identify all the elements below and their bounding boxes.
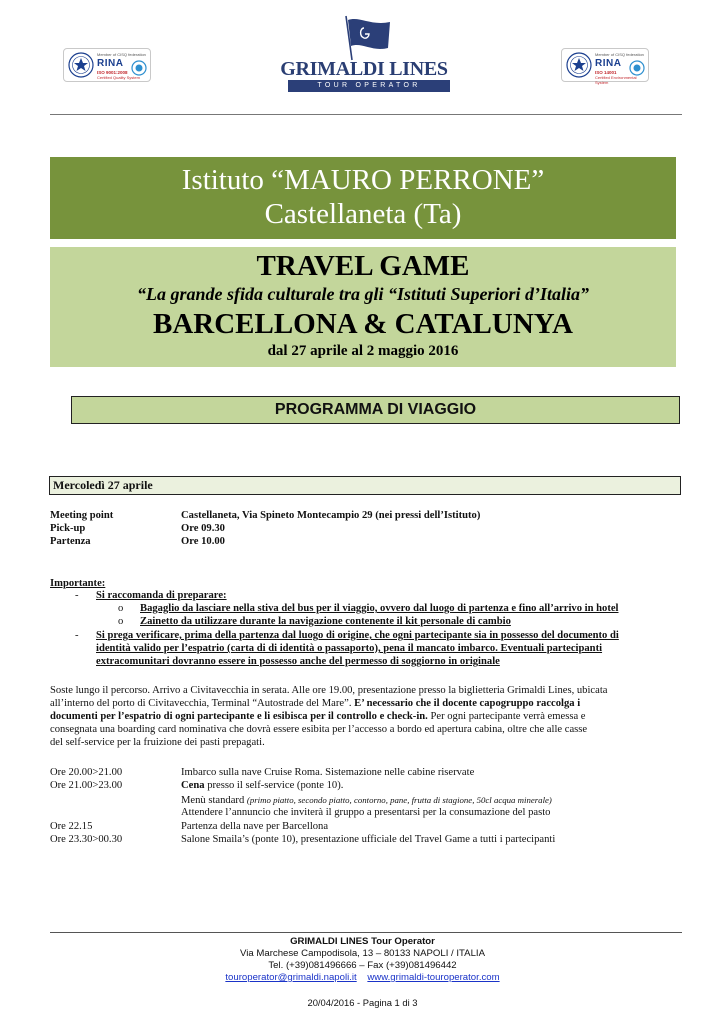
program-heading: PROGRAMMA DI VIAGGIO <box>71 396 680 424</box>
detail-label: Pick-up <box>50 523 86 534</box>
bullet-text: identità valido per l’espatrio (carta di di identità o passaporto), pena il mancato imbarco. Eventuali partecipanti <box>96 643 603 654</box>
bullet-dash: - <box>75 590 79 601</box>
rina-certification-logo-right <box>561 48 649 85</box>
event-title: TRAVEL GAME <box>256 250 470 282</box>
bullet-subtext: Zainetto da utilizzare durante la navigazione contenente il kit personale di cambio <box>140 616 511 627</box>
school-name: Istituto “MAURO PERRONE” <box>181 164 545 196</box>
rina-seal-icon <box>68 52 94 78</box>
paragraph-bold-text: documenti per l’espatrio di ogni partecipante e li esibisca per il controllo e check-in. <box>50 711 428 722</box>
footer-address: Via Marchese Campodisola, 13 – 80133 NAPOLI / ITALIA <box>240 948 485 959</box>
rina-seal-icon <box>566 52 592 78</box>
bullet-subtext: Bagaglio da lasciare nella stiva del bus per il viaggio, ovvero dal luogo di partenza e fino all’arrivo in hotel <box>140 603 619 614</box>
paragraph-text: Per ogni partecipante verrà emessa e <box>430 711 586 722</box>
bullet-dash: - <box>75 630 79 641</box>
schedule-text: Attendere l’annuncio che inviterà il gruppo a presentarsi per la consumazione del pasto <box>181 807 551 818</box>
bullet-circle: o <box>118 616 124 627</box>
schedule-text <box>181 794 552 807</box>
schedule-text: Imbarco sulla nave Cruise Roma. Sistemazione nelle cabine riservate <box>181 767 475 778</box>
important-label: Importante: <box>50 578 106 589</box>
detail-value: Ore 09.30 <box>181 523 225 534</box>
cert-sub: Certified Environmental System <box>595 75 637 85</box>
schedule-time: Ore 20.00>21.00 <box>50 767 123 778</box>
cert-note: Member of CISQ federation <box>97 52 146 57</box>
cert-note: Member of CISQ federation <box>595 52 644 57</box>
cert-sub: Certified Quality System <box>97 75 140 80</box>
grimaldi-flag-logo-icon <box>338 14 394 62</box>
schedule-time: Ore 21.00>23.00 <box>50 780 123 791</box>
schedule-note: (primo piatto, secondo piatto, contorno, pane, frutta di stagione, 50cl acqua minerale) <box>246 795 552 805</box>
detail-value: Ore 10.00 <box>181 536 225 547</box>
paragraph-line: del self-service per la fruizione dei pasti prepagati. <box>50 737 265 748</box>
cert-iso: ISO 9001:2008 <box>97 70 128 75</box>
day-heading: Mercoledì 27 aprile <box>49 476 681 495</box>
paragraph-line <box>50 698 580 710</box>
header-divider <box>50 114 682 115</box>
event-dates: dal 27 aprile al 2 maggio 2016 <box>267 343 459 359</box>
schedule-plain-text: presso il self-service (ponte 10). <box>207 780 344 791</box>
school-location: Castellaneta (Ta) <box>264 198 462 230</box>
schedule-plain-text: Menù standard <box>181 795 245 806</box>
event-banner <box>50 247 676 367</box>
brand-name: GRIMALDI LINES <box>280 58 448 80</box>
detail-label: Partenza <box>50 536 91 547</box>
footer-page-info: 20/04/2016 - Pagina 1 di 3 <box>307 997 418 1008</box>
iqnet-icon <box>629 60 645 76</box>
iqnet-icon <box>131 60 147 76</box>
schedule-time: Ore 23.30>00.30 <box>50 834 123 845</box>
schedule-bold-text: Cena <box>181 780 205 791</box>
schedule-text: Partenza della nave per Barcellona <box>181 821 329 832</box>
paragraph-line <box>50 711 586 723</box>
paragraph-line: consegnata una boarding card nominativa che dovrà essere esibita per l’accesso a bordo ed apertura cabina, oltre che alle casse <box>50 724 588 735</box>
detail-label: Meeting point <box>50 510 114 521</box>
bullet-circle: o <box>118 603 124 614</box>
event-subtitle: “La grande sfida culturale tra gli “Istituti Superiori d’Italia” <box>136 284 590 304</box>
footer-divider <box>50 932 682 933</box>
rina-certification-logo-left <box>63 48 151 82</box>
bullet-text: Si prega verificare, prima della partenza dal luogo di origine, che ogni partecipante sia in possesso del documento di <box>96 630 619 641</box>
schedule-text <box>181 780 343 792</box>
bullet-text: Si raccomanda di preparare: <box>96 590 227 601</box>
schedule-text: Salone Smaila’s (ponte 10), presentazione ufficiale del Travel Game a tutti i partecipanti <box>181 834 556 845</box>
paragraph-text: all’interno del porto di Civitavecchia, Terminal “Autostrade del Mare”. <box>50 698 352 709</box>
detail-value: Castellaneta, Via Spineto Montecampio 29 (nei pressi dell’Istituto) <box>181 510 481 521</box>
schedule-time: Ore 22.15 <box>50 821 93 832</box>
event-destination: BARCELLONA & CATALUNYA <box>152 308 574 340</box>
paragraph-line: Soste lungo il percorso. Arrivo a Civitavecchia in serata. Alle ore 19.00, presentazione presso la biglietteria Grimaldi Lines, ubicata <box>50 685 608 696</box>
page-header <box>0 0 725 118</box>
footer-email-link[interactable]: touroperator@grimaldi.napoli.it <box>225 972 357 983</box>
cert-brand: RINA <box>595 58 622 69</box>
bullet-text: extracomunitari dovranno essere in possesso anche del permesso di soggiorno in originale <box>96 656 500 667</box>
footer-phone: Tel. (+39)081496666 – Fax (+39)081496442 <box>268 960 457 971</box>
brand-tagline: TOUR OPERATOR <box>288 80 450 92</box>
cert-brand: RINA <box>97 58 124 69</box>
footer-company: GRIMALDI LINES Tour Operator <box>290 936 435 947</box>
school-banner <box>50 157 676 239</box>
paragraph-bold-text: E’ necessario che il docente capogruppo raccolga i <box>354 698 581 709</box>
footer-website-link[interactable]: www.grimaldi-touroperator.com <box>367 972 500 983</box>
footer-contacts <box>0 972 725 984</box>
cert-iso: ISO 14001 <box>595 70 617 75</box>
